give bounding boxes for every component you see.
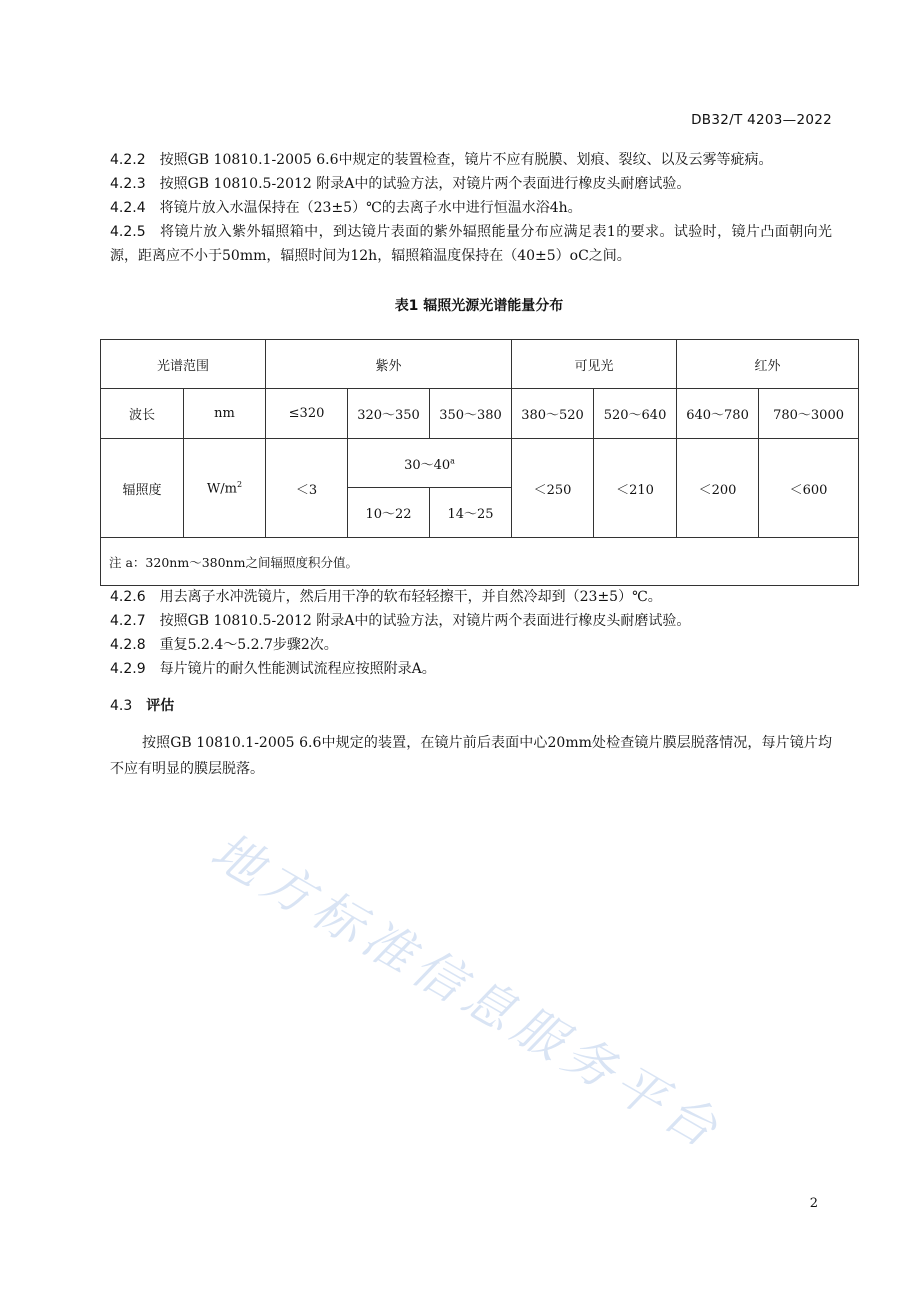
- watermark: 地方标准信息服务平台: [201, 821, 733, 1162]
- table-cell: ＜210: [594, 439, 677, 538]
- clause-number: 4.2.5: [110, 224, 146, 240]
- merged-value: 30～40: [404, 457, 451, 473]
- clause-text: 重复5.2.4～5.2.7步骤2次。: [159, 637, 338, 653]
- irradiance-unit: [184, 439, 266, 538]
- clauses-top: [110, 148, 832, 268]
- clause-4-2-6: [110, 585, 832, 609]
- table-cell: 350～380: [430, 389, 512, 439]
- wavelength-unit: nm: [184, 389, 266, 439]
- table-note-row: [101, 538, 859, 586]
- table-cell: 640～780: [677, 389, 759, 439]
- table-cell: 520～640: [594, 389, 677, 439]
- wavelength-row: [101, 389, 859, 439]
- clause-number: 4.2.8: [110, 637, 146, 653]
- table-cell: ≤320: [266, 389, 348, 439]
- clause-number: 4.2.9: [110, 661, 146, 677]
- section-number: 4.3: [110, 698, 133, 714]
- clause-number: 4.2.4: [110, 200, 146, 216]
- table-note: 注 a：320nm～380nm之间辐照度积分值。: [101, 538, 859, 586]
- clause-number: 4.2.6: [110, 589, 146, 605]
- unit-base: W/m: [206, 481, 237, 497]
- wavelength-label: 波长: [101, 389, 184, 439]
- table-cell: 320～350: [348, 389, 430, 439]
- clause-text: 按照GB 10810.5-2012 附录A中的试验方法，对镜片两个表面进行橡皮头耐磨试验。: [159, 176, 691, 192]
- spectral-energy-table: [100, 339, 859, 586]
- header-spectral-range: 光谱范围: [101, 340, 266, 389]
- unit-superscript: 2: [237, 479, 243, 489]
- table-cell: ＜250: [512, 439, 594, 538]
- table-cell: 380～520: [512, 389, 594, 439]
- clause-text: 将镜片放入紫外辐照箱中，到达镜片表面的紫外辐照能量分布应满足表1的要求。试验时，镜片凸面朝向光源，距离应不小于50mm，辐照时间为12h，辐照箱温度保持在（40±5）oC之间。: [110, 224, 832, 264]
- footnote-mark: a: [450, 456, 455, 466]
- header-uv: 紫外: [266, 340, 512, 389]
- clause-4-2-2: [110, 148, 832, 172]
- clause-4-2-3: [110, 172, 832, 196]
- clause-number: 4.2.7: [110, 613, 146, 629]
- evaluation-paragraph: 按照GB 10810.1-2005 6.6中规定的装置，在镜片前后表面中心20mm处检查镜片膜层脱落情况，每片镜片均不应有明显的膜层脱落。: [110, 735, 832, 777]
- section-title: 评估: [146, 698, 175, 714]
- table-cell: 780～3000: [759, 389, 859, 439]
- clause-text: 每片镜片的耐久性能测试流程应按照附录A。: [159, 661, 436, 677]
- document-code: DB32/T 4203—2022: [691, 112, 832, 128]
- clauses-bottom: [110, 585, 832, 681]
- merged-cell: [348, 439, 512, 488]
- page-number: 2: [809, 1196, 818, 1211]
- clause-4-2-4: [110, 196, 832, 220]
- clause-number: 4.2.3: [110, 176, 146, 192]
- table-cell: ＜200: [677, 439, 759, 538]
- clause-text: 按照GB 10810.5-2012 附录A中的试验方法，对镜片两个表面进行橡皮头耐磨试验。: [159, 613, 691, 629]
- table-cell: 14～25: [430, 488, 512, 538]
- header-ir: 红外: [677, 340, 859, 389]
- irradiance-label: 辐照度: [101, 439, 184, 538]
- clause-text: 将镜片放入水温保持在（23±5）℃的去离子水中进行恒温水浴4h。: [159, 200, 582, 216]
- header-visible: 可见光: [512, 340, 677, 389]
- irradiance-row: [101, 439, 859, 488]
- table-caption: 表1 辐照光源光谱能量分布: [394, 298, 564, 314]
- clause-4-2-8: [110, 633, 832, 657]
- clause-text: 按照GB 10810.1-2005 6.6中规定的装置检查，镜片不应有脱膜、划痕、裂纹、以及云雾等疵病。: [159, 152, 773, 168]
- clause-text: 用去离子水冲洗镜片，然后用干净的软布轻轻擦干，并自然冷却到（23±5）℃。: [159, 589, 662, 605]
- clause-4-2-5: [110, 220, 832, 268]
- clause-4-2-9: [110, 657, 832, 681]
- table-cell: ＜3: [266, 439, 348, 538]
- clause-4-2-7: [110, 609, 832, 633]
- section-heading: [110, 695, 174, 715]
- clause-number: 4.2.2: [110, 152, 146, 168]
- table-cell: 10～22: [348, 488, 430, 538]
- table-header-row: [101, 340, 859, 389]
- table-cell: ＜600: [759, 439, 859, 538]
